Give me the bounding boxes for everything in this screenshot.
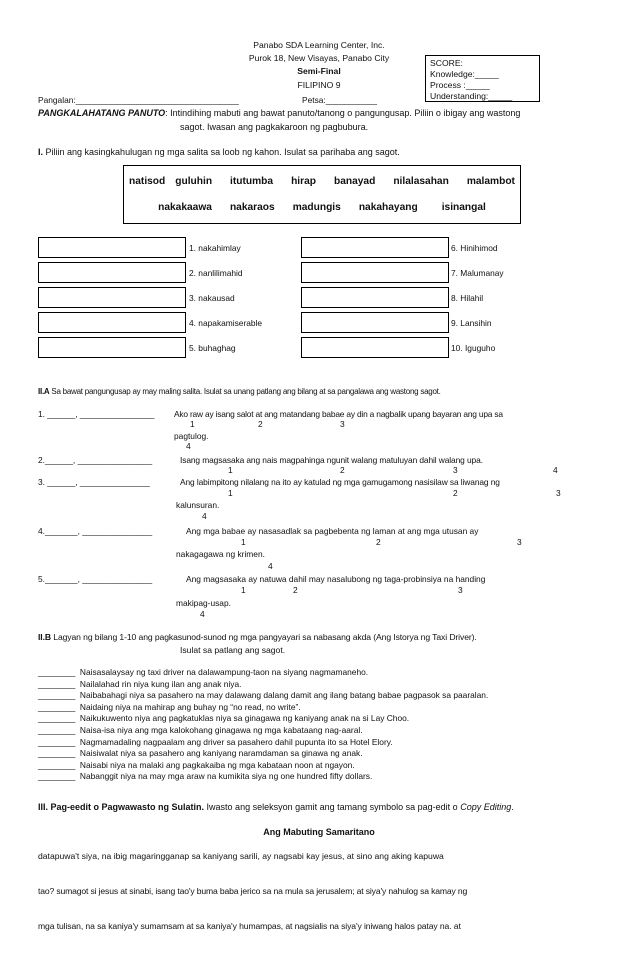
list-item: ________ Naikukuwento niya ang pagkatuklas niya sa ginagawa ng kaniyang anak na si Lay Choo.: [38, 713, 410, 724]
answer-box-8[interactable]: [301, 287, 449, 308]
item-label: 9. Lansihin: [451, 318, 492, 328]
word-number: 4: [553, 465, 558, 475]
subject-title: FILIPINO 9: [297, 80, 341, 90]
answer-box-2[interactable]: [38, 262, 186, 283]
section2b-instruction: II.B Lagyan ng bilang 1-10 ang pagkasunod-sunod ng mga pangyayari sa nabasang akda (Ang Istorya ng Taxi Driver).: [38, 632, 477, 642]
sequence-blank[interactable]: ________: [38, 678, 76, 689]
general-directions: [38, 108, 520, 118]
word-number: 4: [200, 609, 205, 619]
word-bank-word: nakaraos: [229, 202, 275, 213]
list-item: ________ Nabanggit niya na may mga araw na kumikita siya ng one hundred fifty dollars.: [38, 771, 373, 782]
school-name: Panabo SDA Learning Center, Inc.: [253, 40, 385, 50]
sentence: Ang magsasaka ay natuwa dahil may nasalubong ng taga-probinsiya na handing: [186, 574, 486, 584]
directions-text: : Intindihing mabuti ang bawat panuto/tanong o pangungusap. Piliin o ibigay ang wastong: [165, 108, 521, 118]
word-bank-word: isinangal: [441, 202, 486, 213]
item-label: 1. nakahimlay: [189, 243, 241, 253]
word-bank-row1: [124, 176, 520, 187]
word-number: 2: [293, 585, 298, 595]
word-number: 3: [458, 585, 463, 595]
list-item: ________ Naisiwalat niya sa pasahero ang kaniyang naramdaman sa ginawa ng anak.: [38, 748, 363, 759]
sentence: Ang labimpitong nilalang na ito ay katulad ng mga gamugamong nasisilaw sa liwanag ng: [180, 477, 500, 487]
section3-instruction: III. Pag-eedit o Pagwawasto ng Sulatin. Iwasto ang seleksyon gamit ang tamang symbolo sa pag-edit o Copy Editing.: [38, 802, 514, 812]
word-bank-word: malambot: [466, 176, 515, 187]
sentence: Isang magsasaka ang nais magpahinga ngunit walang matuluyan dahil walang upa.: [180, 455, 483, 465]
blank-fields[interactable]: 1. ______, ________________: [38, 409, 155, 419]
list-item: ________ Naibabahagi niya sa pasahero na may dalawang dalang damit ang ilang batang babae pagpasok sa paaralan.: [38, 690, 489, 701]
word-bank-word: nakahayang: [358, 202, 418, 213]
story-line-2: tao? sumagot si jesus at sinabi, isang tao'y buma baba jerico sa na mula sa jerusalem; at siya'y nahulog sa kamay ng: [38, 886, 468, 896]
list-item: ________ Nailalahad rin niya kung ilan ang anak niya.: [38, 678, 242, 689]
story-line-1: datapuwa't siya, na ibig magaringganap sa kaniyang sarili, ay nagsabi kay jesus, at sino ang aking kapuwa: [38, 851, 444, 861]
word-bank-word: nilalasahan: [393, 176, 449, 187]
score-box: [425, 55, 540, 102]
sequence-blank[interactable]: ________: [38, 759, 76, 770]
item-label: 7. Malumanay: [451, 268, 504, 278]
blank-fields[interactable]: 5._______, _______________: [38, 574, 153, 584]
score-title: SCORE:: [430, 58, 463, 68]
section2b-instruction-2: Isulat sa patlang ang sagot.: [180, 645, 286, 655]
sentence: Ang mga babae ay nasasadlak sa pagbebenta ng laman at ang mga utusan ay: [186, 526, 479, 536]
list-item: ________ Naidaing niya na mahirap ang buhay ng “no read, no write”.: [38, 701, 301, 712]
sequence-blank[interactable]: ________: [38, 690, 76, 701]
answer-box-4[interactable]: [38, 312, 186, 333]
word-number: 2: [258, 419, 263, 429]
item-label: 10. Iguguho: [451, 343, 496, 353]
answer-box-3[interactable]: [38, 287, 186, 308]
section1-label: I.: [38, 147, 44, 157]
word-number: 4: [186, 441, 191, 451]
word-number: 3: [453, 465, 458, 475]
score-process: Process :_____: [430, 80, 490, 90]
word-number: 1: [241, 585, 246, 595]
sequence-blank[interactable]: ________: [38, 736, 76, 747]
answer-box-1[interactable]: [38, 237, 186, 258]
list-item: ________ Naisasalaysay ng taxi driver na dalawampung-taon na siyang nagmamaneho.: [38, 667, 369, 677]
word-number: 1: [228, 465, 233, 475]
sequence-blank[interactable]: ________: [38, 701, 76, 712]
sequence-blank[interactable]: ________: [38, 771, 76, 782]
section2b-label: II.B: [38, 632, 51, 642]
item-label: 4. napakamiserable: [189, 318, 263, 328]
list-item: ________ Naisabi niya na malaki ang pagkakaiba ng mga kabataan noon at ngayon.: [38, 759, 355, 770]
item-label: 6. Hinihimod: [451, 243, 498, 253]
blank-fields[interactable]: 3. ______, _______________: [38, 477, 150, 487]
answer-box-7[interactable]: [301, 262, 449, 283]
item-label: 2. nanlilimahid: [189, 268, 243, 278]
word-number: 1: [190, 419, 195, 429]
answer-box-5[interactable]: [38, 337, 186, 358]
word-number: 3: [556, 488, 561, 498]
sentence-continuation: makipag-usap.: [176, 598, 231, 608]
story-line-3: mga tulisan, na sa kaniya'y sumamsam at sa kaniya'y humampas, at nagsialis na siya'y iniwang halos patay na. at: [38, 921, 461, 931]
word-number: 2: [453, 488, 458, 498]
word-bank-box: [123, 165, 521, 224]
word-number: 2: [376, 537, 381, 547]
word-number: 3: [517, 537, 522, 547]
sequence-list: [38, 667, 488, 783]
sequence-blank[interactable]: ________: [38, 724, 76, 735]
item-label: 8. Hilahil: [451, 293, 484, 303]
date-field[interactable]: Petsa:___________: [302, 95, 377, 105]
score-knowledge: Knowledge:_____: [430, 69, 499, 79]
sentence-continuation: kalunsuran.: [176, 500, 220, 510]
score-understanding: Understanding:_____: [430, 91, 513, 101]
word-bank-word: itutumba: [230, 176, 274, 187]
section2a-label: II.A: [38, 387, 50, 396]
exam-title: Semi-Final: [297, 66, 341, 76]
sequence-blank[interactable]: ________: [38, 748, 76, 759]
blank-fields[interactable]: 4._______, _______________: [38, 526, 153, 536]
item-label: 5. buhaghag: [189, 343, 236, 353]
section3-label: III: [38, 802, 46, 812]
directions-text-2: sagot. Iwasan ang pagkakaroon ng pagbubura.: [180, 122, 369, 132]
school-address: Purok 18, New Visayas, Panabo City: [248, 53, 390, 63]
word-number: 3: [340, 419, 345, 429]
item-label: 3. nakausad: [189, 293, 235, 303]
word-number: 2: [340, 465, 345, 475]
word-number: 1: [228, 488, 233, 498]
directions-label: PANGKALAHATANG PANUTO: [38, 108, 166, 118]
section2a-instruction: II.A Sa bawat pangungusap ay may maling salita. Isulat sa unang patlang ang bilang at sa pangalawa ang wastong sagot.: [38, 387, 441, 396]
word-number: 4: [268, 561, 273, 571]
word-number: 1: [241, 537, 246, 547]
story-title: Ang Mabuting Samaritano: [263, 827, 375, 837]
name-field[interactable]: Pangalan:___________________________________: [38, 95, 239, 105]
word-bank-row2: [124, 202, 520, 213]
section1-instruction: I. Piliin ang kasingkahulugan ng mga salita sa loob ng kahon. Isulat sa parihaba ang sagot.: [38, 147, 400, 157]
answer-box-9[interactable]: [301, 312, 449, 333]
answer-box-6[interactable]: [301, 237, 449, 258]
word-bank-word: hirap: [291, 176, 316, 187]
list-item: ________ Naisa-isa niya ang mga kalokohang ginagawa ng mga kabataang nag-aaral.: [38, 724, 363, 735]
word-bank-word: natisod: [129, 176, 166, 187]
sequence-blank[interactable]: ________: [38, 713, 76, 724]
word-bank-word: banayad: [333, 176, 376, 187]
sentence: Ako raw ay isang salot at ang matandang babae ay din a nagbalik upang bayaran ang upa sa: [174, 409, 503, 419]
word-bank-word: nakakaawa: [158, 202, 212, 213]
word-number: 4: [202, 511, 207, 521]
list-item: ________ Nagmamadaling nagpaalam ang driver sa pasahero dahil pupunta ito sa Hotel Elory.: [38, 736, 393, 747]
sentence-continuation: nakagagawa ng krimen.: [176, 549, 265, 559]
word-bank-word: guluhin: [175, 176, 213, 187]
sentence-continuation: pagtulog.: [174, 431, 209, 441]
word-bank-word: madungis: [292, 202, 341, 213]
blank-fields[interactable]: 2.______, ________________: [38, 455, 153, 465]
sequence-blank[interactable]: ________: [38, 667, 76, 677]
answer-box-10[interactable]: [301, 337, 449, 358]
